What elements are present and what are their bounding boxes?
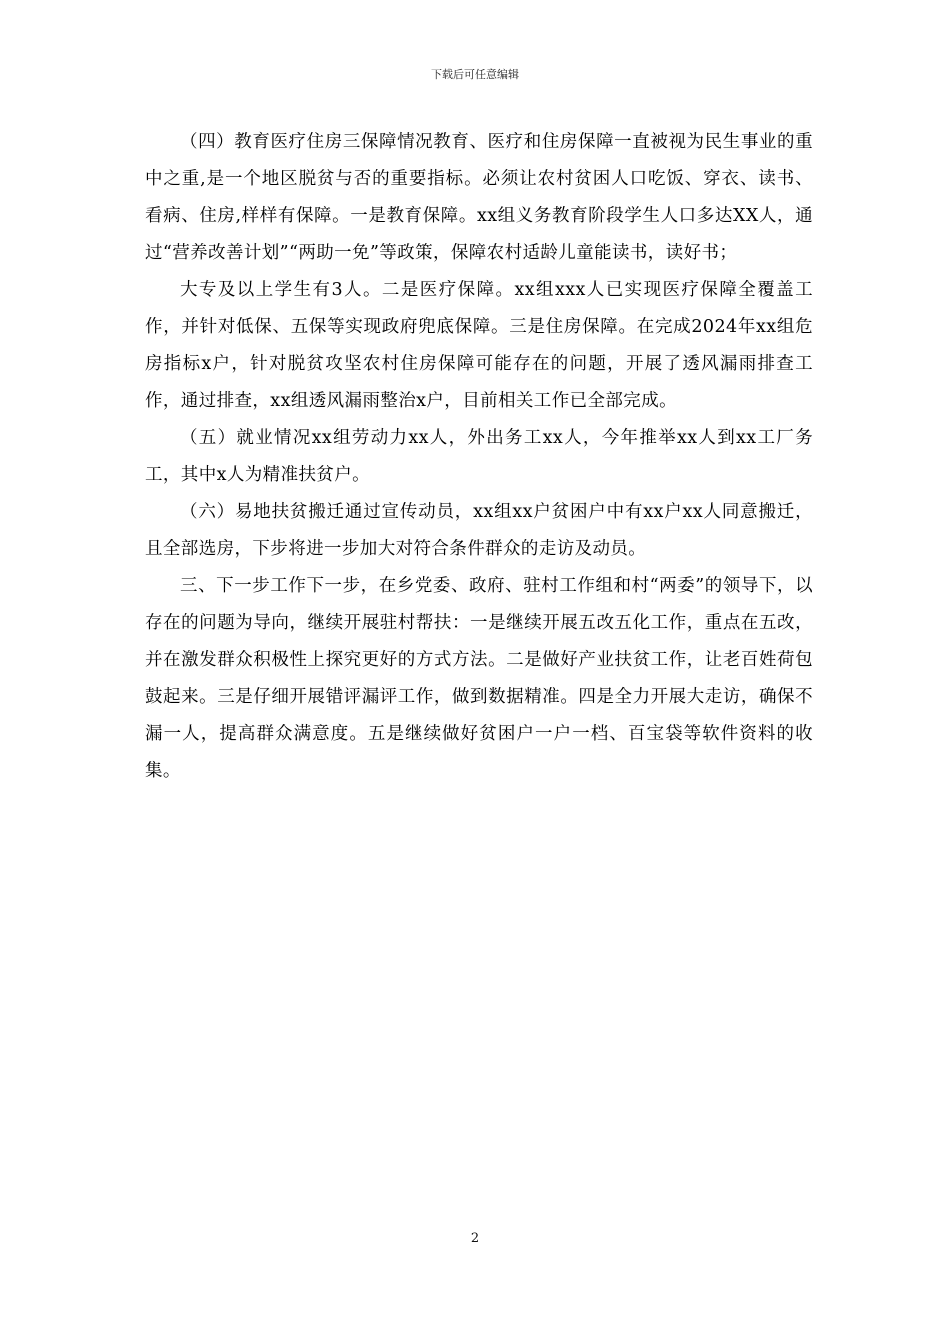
- paragraph-next-steps: 三、下一步工作下一步，在乡党委、政府、驻村工作组和村“两委”的领导下，以存在的问题为导向，继续开展驻村帮扶：一是继续开展五改五化工作，重点在五改，并在激发群众积极性上探究更好的方式方法。二是做好产业扶贫工作，让老百姓荷包鼓起来。三是仔细开展错评漏评工作，做到数据精准。四是全力开展大走访，确保不漏一人，提高群众满意度。五是继续做好贫困户一户一档、百宝袋等软件资料的收集。: [145, 576, 813, 781]
- paragraph-education-medical-housing: （四）教育医疗住房三保障情况教育、医疗和住房保障一直被视为民生事业的重中之重,是一个地区脱贫与否的重要指标。必须让农村贫困人口吃饭、穿衣、读书、看病、住房,样样有保障。一是教育保障。xx组义务教育阶段学生人口多达XX人，通过“营养改善计划”“两助一免”等政策，保障农村适龄儿童能读书，读好书；: [145, 132, 813, 263]
- paragraph-relocation: （六）易地扶贫搬迁通过宣传动员，xx组xx户贫困户中有xx户xx人同意搬迁，且全部选房，下步将进一步加大对符合条件群众的走访及动员。: [145, 502, 813, 559]
- paragraph-employment: （五）就业情况xx组劳动力xx人，外出务工xx人，今年推举xx人到xx工厂务工，其中x人为精准扶贫户。: [145, 428, 813, 485]
- page-header: 下载后可任意编辑: [431, 68, 519, 81]
- paragraph-medical-housing-continued: 大专及以上学生有3人。二是医疗保障。xx组xxx人已实现医疗保障全覆盖工作，并针对低保、五保等实现政府兜底保障。三是住房保障。在完成2024年xx组危房指标x户，针对脱贫攻坚农村住房保障可能存在的问题，开展了透风漏雨排查工作，通过排查，xx组透风漏雨整治x户，目前相关工作已全部完成。: [145, 280, 813, 411]
- page-number: 2: [470, 1231, 480, 1246]
- document-body: [145, 124, 813, 790]
